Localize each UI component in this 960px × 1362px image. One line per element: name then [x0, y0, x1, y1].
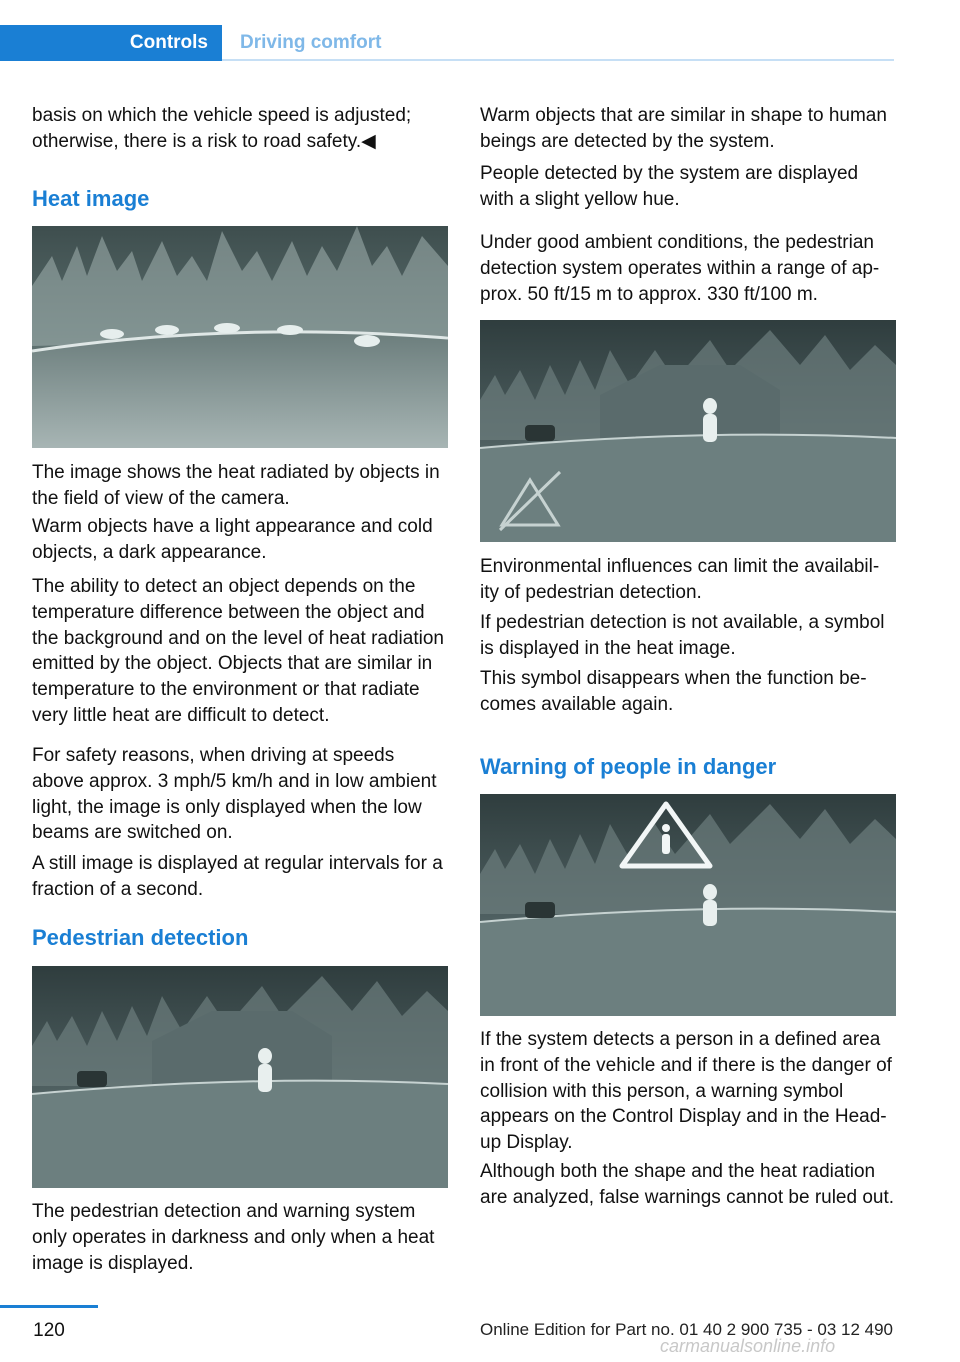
- edition-line: Online Edition for Part no. 01 40 2 900 735 - 03 12 490: [480, 1320, 894, 1339]
- tab-controls-label: Controls: [129, 32, 208, 53]
- paragraph: For safety reasons, when driving at speeds above approx. 3 mph/5 km/h and in low ambient light, the image is only displayed when the low beams are switched on.: [32, 745, 437, 844]
- tab-driving-comfort[interactable]: [240, 25, 381, 61]
- paragraph: basis on which the vehicle speed is adjusted; otherwise, there is a risk to road safety.◀: [32, 105, 412, 152]
- footer-rule: [0, 1305, 98, 1308]
- pedestrian-unavailable-image: [480, 320, 896, 542]
- paragraph: The pedestrian detection and warning system only operates in darkness and only when a heat image is displayed.: [32, 1201, 435, 1274]
- heading-warning-people: Warning of people in danger: [480, 754, 777, 779]
- header-rule: [222, 59, 894, 61]
- tab-driving-comfort-label: Driving comfort: [240, 32, 382, 53]
- paragraph: Warm objects that are similar in shape to human beings are detected by the system.: [480, 105, 887, 152]
- paragraph: Environmental influences can limit the availabil-ity of pedestrian detection.: [480, 556, 880, 603]
- paragraph: The ability to detect an object depends on the temperature difference between the object and the background and on the level of heat radiation emitted by the object. Objects that are similar in temperature to the environment or that radiate very little heat are difficult to detect.: [32, 576, 444, 726]
- paragraph: A still image is displayed at regular intervals for a fraction of a second.: [32, 853, 443, 900]
- paragraph: Although both the shape and the heat radiation are analyzed, false warnings cannot be ruled out.: [480, 1161, 895, 1208]
- paragraph: Warm objects have a light appearance and cold objects, a dark appearance.: [32, 516, 433, 563]
- paragraph: If the system detects a person in a defined area in front of the vehicle and if there is the danger of collision with this person, a warning symbol appears on the Control Display and in the Head-up Display.: [480, 1029, 892, 1154]
- pedestrian-image: [32, 966, 448, 1188]
- paragraph: The image shows the heat radiated by objects in the field of view of the camera.: [32, 462, 440, 509]
- heat-image-animals: [32, 226, 448, 448]
- warning-image: [480, 794, 896, 1016]
- paragraph: People detected by the system are displayed with a slight yellow hue.: [480, 163, 859, 210]
- paragraph: Under good ambient conditions, the pedestrian detection system operates within a range of ap-prox. 50 ft/15 m to approx. 330 ft/100 m.: [480, 232, 880, 305]
- heading-heat-image: Heat image: [32, 186, 150, 211]
- paragraph: If pedestrian detection is not available, a symbol is displayed in the heat image.: [480, 612, 885, 659]
- heading-pedestrian-detection: Pedestrian detection: [32, 925, 249, 950]
- paragraph: This symbol disappears when the function be-comes available again.: [480, 668, 867, 715]
- page-number: 120: [33, 1320, 65, 1341]
- watermark: carmanualsonline.info: [660, 1336, 836, 1356]
- tab-controls[interactable]: [0, 25, 222, 61]
